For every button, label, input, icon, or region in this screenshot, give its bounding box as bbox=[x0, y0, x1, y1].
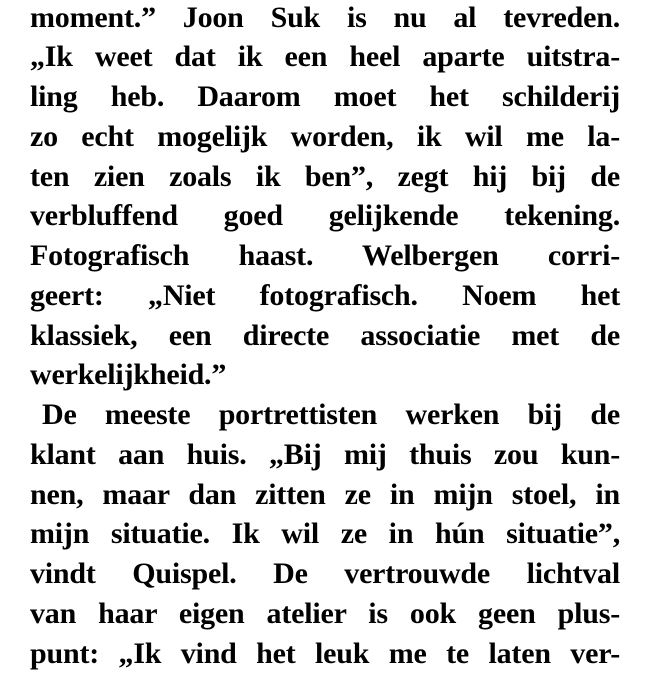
text-line-5: ten zien zoals ik ben”, zegt hij bij de bbox=[30, 160, 620, 193]
text-line-9: klassiek, een directe associatie met de bbox=[30, 319, 620, 352]
text-line-10: werkelijkheid.” bbox=[30, 358, 227, 391]
text-line-16: van haar eigen atelier is ook geen plus- bbox=[30, 597, 620, 630]
text-line-1: moment.” Joon Suk is nu al tevreden. bbox=[30, 1, 620, 34]
text-line-2: „Ik weet dat ik een heel aparte uitstra- bbox=[30, 40, 620, 73]
text-line-4: zo echt mogelijk worden, ik wil me la- bbox=[30, 120, 620, 153]
text-line-13: nen, maar dan zitten ze in mijn stoel, in bbox=[30, 478, 620, 511]
text-line-7: Fotografisch haast. Welbergen corri- bbox=[30, 239, 620, 272]
text-line-17: punt: „Ik vind het leuk me te laten ver- bbox=[30, 637, 620, 670]
text-line-15: vindt Quispel. De vertrouwde lichtval bbox=[30, 557, 620, 590]
text-line-12: klant aan huis. „Bij mij thuis zou kun- bbox=[30, 438, 620, 471]
text-line-11: De meeste portrettisten werken bij de bbox=[42, 398, 620, 431]
text-line-3: ling heb. Daarom moet het schilderij bbox=[30, 80, 620, 113]
text-line-14: mijn situatie. Ik wil ze in hún situatie”, bbox=[30, 517, 620, 550]
text-line-8: geert: „Niet fotografisch. Noem het bbox=[30, 279, 620, 312]
text-line-6: verbluffend goed gelijkende tekening. bbox=[30, 199, 620, 232]
